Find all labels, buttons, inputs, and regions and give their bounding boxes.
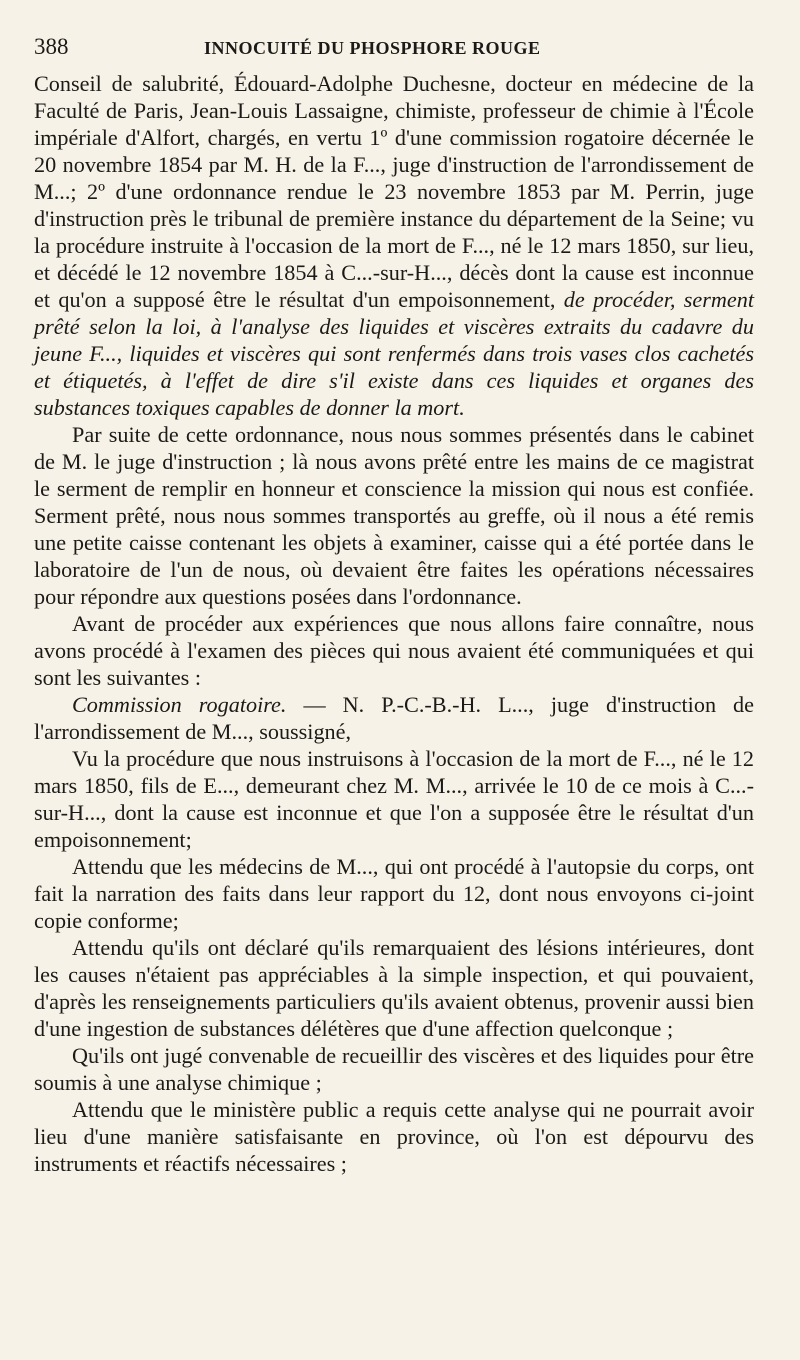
paragraph-lesions: Attendu qu'ils ont déclaré qu'ils remarquaient des lésions intérieures, dont les causes n'étaient pas appréciables à la simple inspection, et qui pouvaient, d'après les renseignements particuliers qu'ils avaient obtenus, provenir aussi bien d'une ingestion de substances délétères que d'une affection quelconque ; [34, 935, 754, 1041]
paragraph-examination: Avant de procéder aux expériences que nous allons faire connaître, nous avons procédé à l'examen des pièces qui nous avaient été communiquées et qui sont les suivantes : [34, 611, 754, 690]
paragraph-italic-mission: de procéder, serment prêté selon la loi, à l'analyse des liquides et viscères extraits du cadavre du jeune F..., liquides et viscères qui sont renfermés dans trois vases clos cachetés et étiquetés, à l'effet de dire s'il existe dans ces liquides et organes des substances toxiques capables de donner la mort. [34, 287, 755, 420]
page-number: 388 [34, 34, 69, 59]
paragraph-text: Conseil de salubrité, Édouard-Adolphe Duchesne, docteur en médecine de la Faculté de Paris, Jean-Louis Lassaigne, chimiste, professeur de chimie à l'École impériale d'Alfort, chargés, en vertu 1º d'une commission rogatoire décernée le 20 novembre 1854 par M. H. de la F..., juge d'instruction de l'arrondissement de M...; 2º d'une ordonnance rendue le 23 novembre 1853 par M. Perrin, juge d'instruction près le tribunal de première instance du département de la Seine; vu la procédure instruite à l'occasion de la mort de F..., né le 12 mars 1850, sur lieu, et décédé le 12 novembre 1854 à C...-sur-H..., décès dont la cause est inconnue et qu'on a supposé être le résultat d'un empoisonnement, [34, 71, 754, 312]
running-title: INNOCUITÉ DU PHOSPHORE ROUGE [204, 38, 541, 58]
paragraph-commission [34, 691, 754, 745]
page-header [34, 34, 754, 68]
paragraph-experts-mandate [34, 70, 754, 421]
paragraph-oath: Par suite de cette ordonnance, nous nous sommes présentés dans le cabinet de M. le juge d'instruction ; là nous avons prêté entre les mains de ce magistrat le serment de remplir en honneur et conscience la mission qui nous est confiée. Serment prêté, nous nous sommes transportés au greffe, où il nous a été remis une petite caisse contenant les objets à examiner, caisse qui a été portée dans le laboratoire de l'un de nous, où devaient être faites les opérations nécessaires pour répondre aux questions posées dans l'ordonnance. [34, 422, 754, 609]
paragraph-autopsy: Attendu que les médecins de M..., qui ont procédé à l'autopsie du corps, ont fait la narration des faits dans leur rapport du 12, dont nous envoyons ci-joint copie conforme; [34, 854, 754, 933]
page-body [34, 70, 754, 1177]
paragraph-text: — N. P.-C.-B.-H. L..., juge d'instruction de l'arrondissement de M..., soussigné, [34, 692, 754, 744]
paragraph-viscera: Qu'ils ont jugé convenable de recueillir des viscères et des liquides pour être soumis à une analyse chimique ; [34, 1043, 754, 1095]
paragraph-procedure: Vu la procédure que nous instruisons à l'occasion de la mort de F..., né le 12 mars 1850, fils de E..., demeurant chez M. M..., arrivée le 10 de ce mois à C...-sur-H..., dont la cause est inconnue et que l'on a supposée être le résultat d'un empoisonnement; [34, 746, 754, 852]
paragraph-prosecutor: Attendu que le ministère public a requis cette analyse qui ne pourrait avoir lieu d'une manière satisfaisante en province, où l'on est dépourvu des instruments et réactifs nécessaires ; [34, 1097, 754, 1176]
commission-heading: Commission rogatoire. [72, 692, 287, 717]
